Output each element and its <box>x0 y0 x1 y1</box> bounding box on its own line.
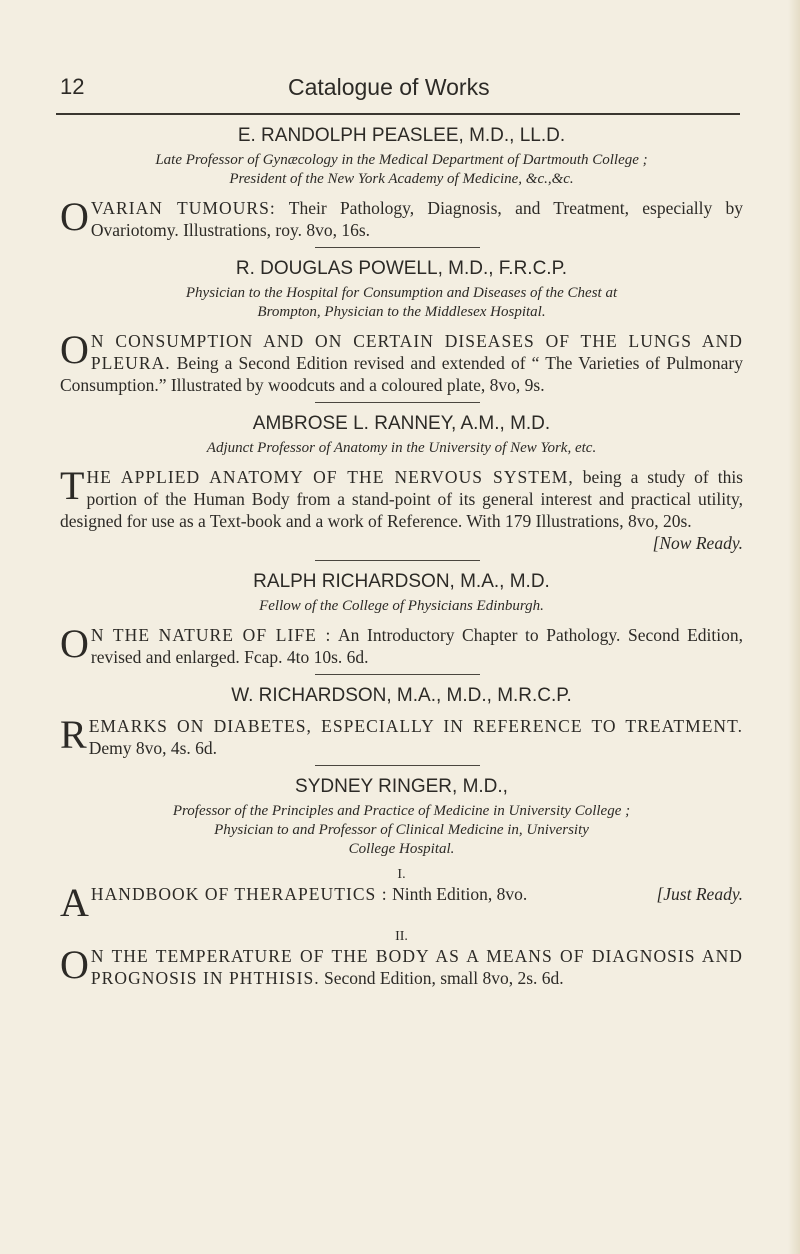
author-name: AMBROSE L. RANNEY, A.M., M.D. <box>252 413 551 434</box>
catalogue-entries <box>60 115 743 989</box>
page-number: 12 <box>60 74 85 99</box>
entry-divider <box>315 674 480 675</box>
author-name: RALPH RICHARDSON, M.A., M.D. <box>253 571 550 592</box>
page-header <box>60 70 745 110</box>
work-description <box>60 712 743 759</box>
work-number: II. <box>395 929 408 944</box>
drop-cap: R <box>60 712 87 757</box>
work-details: Second Edition, small 8vo, 2s. 6d. <box>319 968 564 988</box>
catalogue-entry <box>60 258 743 396</box>
work-title: N THE TEMPERATURE OF THE BODY AS A MEANS OF DIAGNOSIS AND PROGNOSIS IN PHTHISIS. <box>90 946 743 988</box>
entry-divider <box>315 560 480 561</box>
role-line: Physician to and Professor of Clinical Medicine in, University <box>214 822 589 838</box>
work-description <box>60 194 743 241</box>
work-number: I. <box>397 867 406 882</box>
work-description <box>60 880 743 925</box>
availability-status: [Now Ready. <box>652 533 743 553</box>
author-role <box>60 284 743 322</box>
author-name: R. DOUGLAS POWELL, M.D., F.R.C.P. <box>235 258 568 279</box>
drop-cap: O <box>60 942 89 987</box>
role-line: Professor of the Principles and Practice of Medicine in University College ; <box>172 803 631 819</box>
catalogue-entry <box>60 776 743 989</box>
author-name: E. RANDOLPH PEASLEE, M.D., LL.D. <box>237 125 566 146</box>
work-details: Being a Second Edition revised and extended of “ The Varieties of Pulmonary Consumption.” Illustrated by woodcuts and a coloured plate, 8vo, 9s. <box>60 353 743 395</box>
role-line: Brompton, Physician to the Middlesex Hospital. <box>257 304 546 320</box>
catalogue-entry <box>60 413 743 554</box>
work-description <box>60 327 743 396</box>
availability-status: [Just Ready. <box>656 884 743 904</box>
author-name: SYDNEY RINGER, M.D., <box>295 776 508 797</box>
author-role <box>60 151 743 189</box>
author-role <box>60 439 743 458</box>
role-line: Physician to the Hospital for Consumption and Diseases of the Chest at <box>185 285 618 301</box>
work-title: HANDBOOK OF THERAPEUTICS : <box>90 884 388 904</box>
author-role <box>60 802 743 859</box>
work-description <box>60 463 743 554</box>
author-name: W. RICHARDSON, M.A., M.D., M.R.C.P. <box>231 685 572 706</box>
drop-cap: O <box>60 621 89 666</box>
role-line: Late Professor of Gynæcology in the Medical Department of Dartmouth College ; <box>155 152 648 168</box>
drop-cap: O <box>60 194 89 239</box>
work-title: EMARKS ON DIABETES, ESPECIALLY IN REFERENCE TO TREATMENT. <box>88 716 743 736</box>
work-details: Their Pathology, Diagnosis, and Treatment, especially by Ovariotomy. Illustrations, roy. 8vo, 16s. <box>90 198 743 240</box>
work-title: VARIAN TUMOURS: <box>90 198 276 218</box>
page-edge-shadow <box>788 0 800 1254</box>
work-details: An Introductory Chapter to Pathology. Second Edition, revised and enlarged. Fcap. 4to 10s. 6d. <box>90 625 743 667</box>
work-description <box>60 621 743 668</box>
drop-cap: T <box>60 463 85 508</box>
role-line: Adjunct Professor of Anatomy in the University of New York, etc. <box>206 440 597 456</box>
author-role <box>60 597 743 616</box>
drop-cap: A <box>60 880 89 925</box>
running-title: Catalogue of Works <box>288 74 490 100</box>
role-line: President of the New York Academy of Medicine, &c.,&c. <box>229 171 574 187</box>
work-description <box>60 942 743 989</box>
work-details: Demy 8vo, 4s. 6d. <box>88 738 218 758</box>
role-line: Fellow of the College of Physicians Edinburgh. <box>259 598 544 614</box>
entry-divider <box>315 765 480 766</box>
entry-divider <box>315 247 480 248</box>
catalogue-entry <box>60 125 743 241</box>
work-title: HE APPLIED ANATOMY OF THE NERVOUS SYSTEM, <box>86 467 574 487</box>
work-details: being a study of this portion of the Human Body from a stand-point of its general interest and practical utility, designed for use as a Text-book and a work of Reference. With 179 Illustrations, 8vo, 20s. <box>60 467 743 531</box>
catalogue-entry <box>60 571 743 668</box>
drop-cap: O <box>60 327 89 372</box>
catalogue-entry <box>60 685 743 759</box>
work-title: N CONSUMPTION AND ON CERTAIN DISEASES OF THE LUNGS AND PLEURA. <box>90 331 743 373</box>
entry-divider <box>315 402 480 403</box>
work-details: Ninth Edition, 8vo. <box>387 884 528 904</box>
role-line: College Hospital. <box>348 841 455 857</box>
work-title: N THE NATURE OF LIFE : <box>90 625 332 645</box>
